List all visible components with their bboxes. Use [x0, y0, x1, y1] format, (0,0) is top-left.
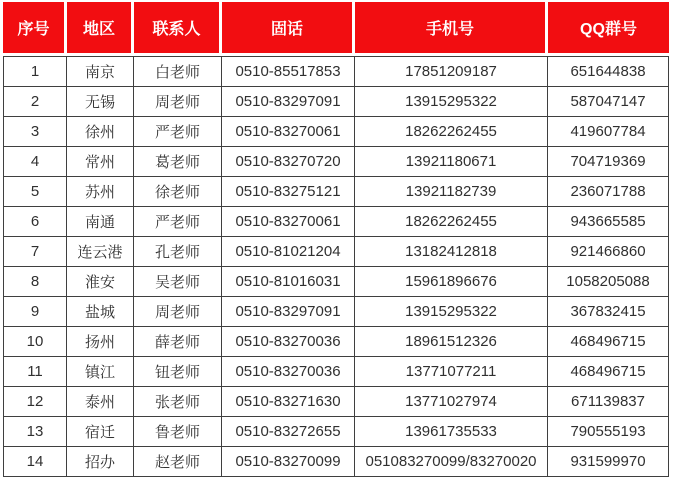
table-row [3, 267, 669, 297]
cell: 0510-83297091 [222, 87, 355, 117]
cell: 0510-83271630 [222, 387, 355, 417]
cell: 吴老师 [134, 267, 222, 297]
cell: 4 [3, 147, 67, 177]
table-row [3, 297, 669, 327]
cell: 13771077211 [355, 357, 548, 387]
table-row [3, 417, 669, 447]
header-cell: QQ群号 [548, 2, 669, 56]
cell: 0510-83275121 [222, 177, 355, 207]
cell: 18262262455 [355, 207, 548, 237]
cell: 15961896676 [355, 267, 548, 297]
cell: 鲁老师 [134, 417, 222, 447]
cell: 徐老师 [134, 177, 222, 207]
table-row [3, 387, 669, 417]
cell: 南京 [67, 56, 134, 87]
cell: 12 [3, 387, 67, 417]
cell: 盐城 [67, 297, 134, 327]
header-row [3, 2, 669, 56]
cell: 921466860 [548, 237, 669, 267]
cell: 0510-83270099 [222, 447, 355, 477]
cell: 钮老师 [134, 357, 222, 387]
cell: 招办 [67, 447, 134, 477]
cell: 10 [3, 327, 67, 357]
cell: 苏州 [67, 177, 134, 207]
cell: 严老师 [134, 207, 222, 237]
cell: 0510-83270036 [222, 357, 355, 387]
table-row [3, 447, 669, 477]
cell: 236071788 [548, 177, 669, 207]
cell: 587047147 [548, 87, 669, 117]
cell: 13961735533 [355, 417, 548, 447]
header-cell: 地区 [67, 2, 134, 56]
cell: 13771027974 [355, 387, 548, 417]
table-row [3, 177, 669, 207]
cell: 18961512326 [355, 327, 548, 357]
table-row [3, 56, 669, 87]
cell: 0510-83270036 [222, 327, 355, 357]
cell: 常州 [67, 147, 134, 177]
cell: 南通 [67, 207, 134, 237]
cell: 18262262455 [355, 117, 548, 147]
cell: 671139837 [548, 387, 669, 417]
cell: 赵老师 [134, 447, 222, 477]
cell: 2 [3, 87, 67, 117]
cell: 周老师 [134, 87, 222, 117]
cell: 镇江 [67, 357, 134, 387]
table-row [3, 117, 669, 147]
cell: 931599970 [548, 447, 669, 477]
cell: 0510-83270720 [222, 147, 355, 177]
table-body [3, 56, 669, 477]
cell: 0510-85517853 [222, 56, 355, 87]
cell: 0510-83270061 [222, 117, 355, 147]
cell: 泰州 [67, 387, 134, 417]
cell: 11 [3, 357, 67, 387]
cell: 严老师 [134, 117, 222, 147]
table-row [3, 357, 669, 387]
cell: 704719369 [548, 147, 669, 177]
cell: 13 [3, 417, 67, 447]
cell: 790555193 [548, 417, 669, 447]
cell: 无锡 [67, 87, 134, 117]
cell: 薛老师 [134, 327, 222, 357]
cell: 6 [3, 207, 67, 237]
cell: 468496715 [548, 327, 669, 357]
cell: 13182412818 [355, 237, 548, 267]
cell: 1 [3, 56, 67, 87]
cell: 5 [3, 177, 67, 207]
cell: 468496715 [548, 357, 669, 387]
cell: 8 [3, 267, 67, 297]
table-row [3, 237, 669, 267]
cell: 651644838 [548, 56, 669, 87]
table-row [3, 207, 669, 237]
contact-table [3, 2, 669, 477]
header-cell: 固话 [222, 2, 355, 56]
cell: 13921180671 [355, 147, 548, 177]
cell: 徐州 [67, 117, 134, 147]
table-row [3, 147, 669, 177]
cell: 0510-83270061 [222, 207, 355, 237]
cell: 3 [3, 117, 67, 147]
cell: 0510-81016031 [222, 267, 355, 297]
cell: 051083270099/83270020 [355, 447, 548, 477]
cell: 419607784 [548, 117, 669, 147]
header-cell: 序号 [3, 2, 67, 56]
header-cell: 联系人 [134, 2, 222, 56]
table-row [3, 327, 669, 357]
cell: 17851209187 [355, 56, 548, 87]
cell: 孔老师 [134, 237, 222, 267]
cell: 0510-83297091 [222, 297, 355, 327]
header-cell: 手机号 [355, 2, 548, 56]
cell: 9 [3, 297, 67, 327]
cell: 943665585 [548, 207, 669, 237]
cell: 13915295322 [355, 297, 548, 327]
cell: 0510-83272655 [222, 417, 355, 447]
table-header [3, 2, 669, 56]
cell: 7 [3, 237, 67, 267]
cell: 宿迁 [67, 417, 134, 447]
cell: 0510-81021204 [222, 237, 355, 267]
cell: 1058205088 [548, 267, 669, 297]
cell: 白老师 [134, 56, 222, 87]
cell: 淮安 [67, 267, 134, 297]
cell: 扬州 [67, 327, 134, 357]
cell: 14 [3, 447, 67, 477]
cell: 周老师 [134, 297, 222, 327]
cell: 张老师 [134, 387, 222, 417]
cell: 连云港 [67, 237, 134, 267]
table-row [3, 87, 669, 117]
cell: 13921182739 [355, 177, 548, 207]
cell: 13915295322 [355, 87, 548, 117]
cell: 葛老师 [134, 147, 222, 177]
cell: 367832415 [548, 297, 669, 327]
